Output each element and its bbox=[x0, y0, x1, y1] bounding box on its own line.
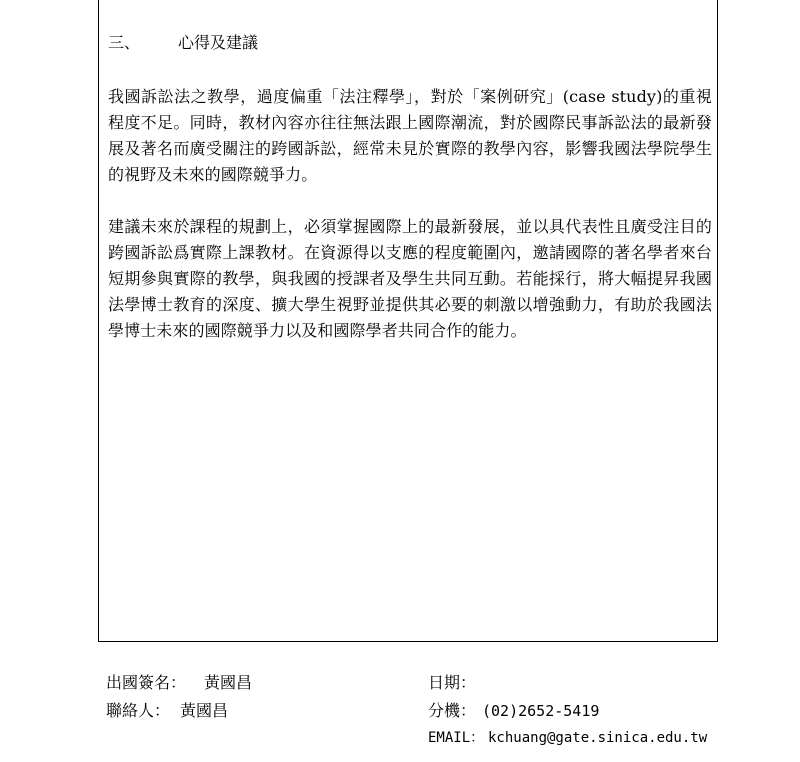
signature-label: 出國簽名： bbox=[106, 673, 187, 692]
section-number: 三、 bbox=[108, 33, 141, 52]
paragraph-teaching-critique: 我國訴訟法之教學，過度偏重「法注釋學」，對於「案例研究」(case study)的重視程度不足。同時，教材內容亦往往無法跟上國際潮流，對於國際民事訴訟法的最新發展及著名而廣受關注的跨國訴訟，經常未見於實際的教學內容，影響我國法學院學生的視野及未來的國際競爭力。 bbox=[108, 87, 712, 184]
extension-value: (02)2652-5419 bbox=[482, 702, 600, 720]
email-link[interactable]: kchuang@gate.sinica.edu.tw bbox=[488, 730, 708, 746]
section-title: 心得及建議 bbox=[178, 33, 259, 52]
date-label: 日期： bbox=[428, 673, 477, 692]
contact-label: 聯絡人： bbox=[106, 701, 171, 720]
paragraph-recommendation: 建議未來於課程的規劃上，必須掌握國際上的最新發展，並以具代表性且廣受注目的跨國訴訟爲實際上課教材。在資源得以支應的程度範圍內，邀請國際的著名學者來台短期參與實際的教學，與我國的授課者及學生共同互動。若能採行，將大幅提昇我國法學博士教育的深度、擴大學生視野並提供其必要的刺激以增強動力，有助於我國法學博士未來的國際競爭力以及和國際學者共同合作的能力。 bbox=[108, 217, 712, 340]
extension-label: 分機： bbox=[428, 701, 477, 720]
email-label: EMAIL： bbox=[428, 730, 485, 746]
signature-name: 黃國昌 bbox=[204, 673, 253, 692]
contact-name: 黃國昌 bbox=[180, 701, 229, 720]
section-heading bbox=[108, 32, 258, 54]
